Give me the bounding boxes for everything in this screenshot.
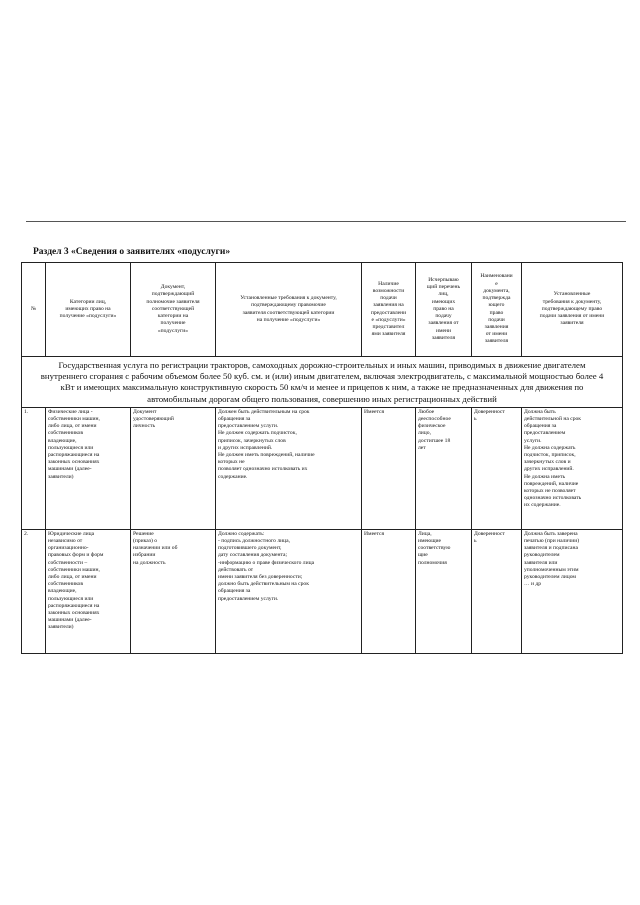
text-line: заявителя <box>560 320 584 327</box>
text-line: Документ <box>133 408 157 415</box>
service-name-cell <box>22 357 623 408</box>
text-line: предоставлением услуги. <box>218 423 279 430</box>
table-header-row <box>22 263 623 357</box>
row-representative <box>362 407 416 529</box>
text-line: подтвержда <box>482 295 511 302</box>
row-persons <box>416 407 472 529</box>
text-line: физическое <box>418 423 446 430</box>
row-doc-name <box>472 529 522 653</box>
text-line: имеющие <box>418 538 441 545</box>
row-requirements <box>216 407 362 529</box>
text-line: повреждений, наличие <box>524 480 579 487</box>
text-line: (приказ) о <box>133 538 158 545</box>
header-category <box>46 263 131 357</box>
text-line: однозначно истолковать <box>524 495 582 502</box>
text-line: подготовившего документ, <box>218 545 282 552</box>
text-line: заявители) <box>48 624 74 631</box>
text-line: от имени <box>485 331 508 338</box>
text-line: щий перечень <box>426 284 461 291</box>
text-line: Доверенност <box>474 408 505 415</box>
text-line: соответствую <box>418 545 451 552</box>
text-line: Не должен содержать подчисток, <box>218 430 297 437</box>
text-line: Установленные <box>553 291 591 298</box>
text-line: распоряжающиеся на <box>48 452 100 459</box>
text-line: пользующиеся или <box>48 444 94 451</box>
text-line: услуги. <box>524 437 542 444</box>
text-line: документа, <box>483 287 510 294</box>
text-line: действовать от <box>218 566 254 573</box>
header-persons <box>416 263 472 357</box>
text-line: подачи <box>488 316 505 323</box>
text-line: Установленные требования к документу, <box>240 295 337 302</box>
text-line: удостоверяющий <box>133 416 174 423</box>
text-line: собственники машин, <box>48 416 100 423</box>
header-doc-name <box>472 263 522 357</box>
text-line: избрании <box>133 552 156 559</box>
text-line: владеющие, <box>48 588 77 595</box>
text-line: щие <box>418 552 428 559</box>
text-line: печатью (при наличии) <box>524 538 580 545</box>
text-line: право <box>489 309 504 316</box>
text-line: на получение «подуслуги» <box>256 316 321 323</box>
text-line: подтверждающему правомочие <box>251 302 326 309</box>
text-line: автомобильным дорогам общего пользования, совершению иных регистрационных действий <box>147 393 497 404</box>
row-category <box>46 407 131 529</box>
text-line: Не должна иметь <box>524 473 566 480</box>
text-line: собственности – <box>48 559 88 566</box>
text-line: содержание. <box>218 473 248 480</box>
text-line: требования к документу, <box>542 298 602 305</box>
text-line: Должно содержать: <box>218 530 265 537</box>
text-line: «подуслуги» <box>157 327 189 334</box>
text-line: заявления на <box>373 302 404 309</box>
text-line: обращения за <box>218 588 251 595</box>
text-line: которых не позволяет <box>524 488 576 495</box>
text-line: которых не <box>218 459 245 466</box>
text-line: Имеется <box>364 530 385 537</box>
text-line: № <box>30 305 37 312</box>
text-line: владеющие, <box>48 437 77 444</box>
text-line: собственники машин, <box>48 566 100 573</box>
text-line: лицо, <box>418 430 431 437</box>
row-category <box>46 529 131 653</box>
text-line: действительной на срок <box>524 416 582 423</box>
text-line: подачи <box>380 295 397 302</box>
text-line: пользующиеся или <box>48 595 94 602</box>
text-line: получение «подуслуги» <box>59 313 117 320</box>
text-line: Не должна содержать <box>524 444 576 451</box>
text-line: Физические лица - <box>48 408 93 415</box>
text-line: е <box>495 280 498 287</box>
text-line: машинами (далее- <box>48 466 92 473</box>
text-line: законных основаниях <box>48 610 100 617</box>
text-line: зачеркнутых слов и <box>524 459 571 466</box>
text-line: руководителем <box>524 552 560 559</box>
table-row <box>22 529 623 653</box>
text-line: и других исправлений. <box>218 444 273 451</box>
text-line: Государственная услуга по регистрации тракторов, самоходных дорожно-строительных и иных машин, приводимых в движение двигателем <box>58 360 586 370</box>
text-line: заявления <box>484 323 509 330</box>
text-line: законных основаниях <box>48 459 100 466</box>
header-representative <box>362 263 416 357</box>
text-line: Лица, <box>418 530 432 537</box>
text-line: полномочия <box>418 559 447 566</box>
text-line: дееспособное <box>418 416 451 423</box>
service-name-row <box>22 357 623 408</box>
text-line: лиц, <box>438 291 449 298</box>
row-document <box>131 407 216 529</box>
section-title: Раздел 3 «Сведения о заявителях «подуслуги» <box>33 247 231 257</box>
text-line: Категории лиц, <box>69 298 107 305</box>
text-line: либо лица, от имени <box>48 423 97 430</box>
text-line: машинами (далее- <box>48 617 92 624</box>
text-line: кВт и имеющих максимальную конструктивную скорость 50 км/ч и менее и прицепов к ним, а также не предназначенных для движения по <box>60 382 584 393</box>
text-line: Любое <box>418 408 435 415</box>
text-line: заявителя и подписана <box>524 545 578 552</box>
text-line: Должна быть заверена <box>524 530 578 537</box>
header-requirements <box>216 263 362 357</box>
text-line: предоставлением <box>524 430 566 437</box>
text-line: обращения за <box>218 416 251 423</box>
text-line: право на <box>433 305 454 312</box>
text-line: собственников <box>48 430 83 437</box>
row-doc-requirements <box>522 407 623 529</box>
header-doc-requirements <box>522 263 623 357</box>
header-number <box>22 263 46 357</box>
text-line: ями заявителя <box>371 331 406 338</box>
text-line: ь <box>474 416 477 423</box>
row-representative <box>362 529 416 653</box>
text-line: Документ, <box>160 284 186 291</box>
text-line: возможности <box>372 287 405 294</box>
text-line: приписок, зачеркнутых слов <box>218 437 286 444</box>
text-line: ь <box>474 538 477 545</box>
text-line: имеющих право на <box>65 305 111 312</box>
text-line: правовых форм и форм <box>48 552 104 559</box>
text-line: заявителя <box>484 338 509 345</box>
text-line: собственников <box>48 581 83 588</box>
text-line: заявителя соответствующей категории <box>242 309 335 316</box>
text-line: независимо от <box>48 538 83 545</box>
text-line: категории на <box>157 313 189 320</box>
text-line: организационно- <box>48 545 89 552</box>
text-line: уполномоченным этим <box>524 566 579 573</box>
text-line: руководителем лицом <box>524 574 576 581</box>
text-line: назначении или об <box>133 545 178 552</box>
text-line: - подпись должностного лица, <box>218 538 291 545</box>
text-line: представител <box>372 323 405 330</box>
row-number: 1. <box>22 407 46 529</box>
text-line: -информацию о праве физического лица <box>218 559 315 566</box>
text-line: подтверждающий <box>151 291 195 298</box>
text-line: имеющих <box>431 298 456 305</box>
text-line: распоряжающиеся на <box>48 602 100 609</box>
text-line: лет <box>418 444 426 451</box>
text-line: должно быть действительным на срок <box>218 581 309 588</box>
text-line: Имеется <box>364 408 385 415</box>
text-line: ющего <box>488 302 505 309</box>
row-persons <box>416 529 472 653</box>
scan-edge-line <box>26 221 626 222</box>
text-line: подачи заявления от имени <box>539 313 605 320</box>
text-line: обращения за <box>524 423 557 430</box>
text-line: Наименовани <box>480 273 513 280</box>
text-line: Наличие <box>378 280 399 287</box>
text-line: внутреннего сгорания с рабочим объемом более 50 куб. см. и (или) иным двигателем, включая электродвигатель, с максимальной мощностью более 4 <box>40 371 604 382</box>
text-line: получение <box>160 320 186 327</box>
table-row <box>22 407 623 529</box>
text-line: подачу <box>435 313 452 320</box>
text-line: Юридические лица <box>48 530 95 537</box>
text-line: Не должен иметь повреждений, наличие <box>218 452 315 459</box>
text-line: на должность <box>133 559 166 566</box>
applicants-table <box>21 262 623 654</box>
text-line: подчисток, приписок, <box>524 452 576 459</box>
text-line: имени заявителя без доверенности; <box>218 574 303 581</box>
text-line: заявления от <box>428 320 459 327</box>
text-line: Должен быть действительным на срок <box>218 408 310 415</box>
row-document <box>131 529 216 653</box>
text-line: позволяет однозначно истолковать их <box>218 466 308 473</box>
row-doc-name <box>472 407 522 529</box>
text-line: предоставлени <box>370 309 407 316</box>
text-line: их содержание. <box>524 502 561 509</box>
text-line: личность <box>133 423 156 430</box>
row-doc-requirements <box>522 529 623 653</box>
text-line: дату составления документа; <box>218 552 288 559</box>
text-line: Должна быть <box>524 408 556 415</box>
text-line: заявителя или <box>524 559 558 566</box>
text-line: Решение <box>133 530 154 537</box>
text-line: заявителя <box>431 334 456 341</box>
text-line: заявители) <box>48 473 74 480</box>
text-line: имени <box>435 327 451 334</box>
text-line: либо лица, от имени <box>48 574 97 581</box>
header-document <box>131 263 216 357</box>
text-line: … и др <box>524 581 542 588</box>
text-line: достигшее 18 <box>418 437 451 444</box>
text-line: соответствующей <box>151 305 195 312</box>
row-requirements <box>216 529 362 653</box>
text-line: Доверенност <box>474 530 505 537</box>
text-line: других исправлений. <box>524 466 574 473</box>
text-line: предоставлением услуги. <box>218 595 279 602</box>
text-line: полномочие заявителя <box>146 298 200 305</box>
text-line: Исчерпываю <box>428 277 459 284</box>
row-number: 2. <box>22 529 46 653</box>
text-line: подтверждающему право <box>541 305 603 312</box>
text-line: е «подуслуги» <box>371 316 406 323</box>
